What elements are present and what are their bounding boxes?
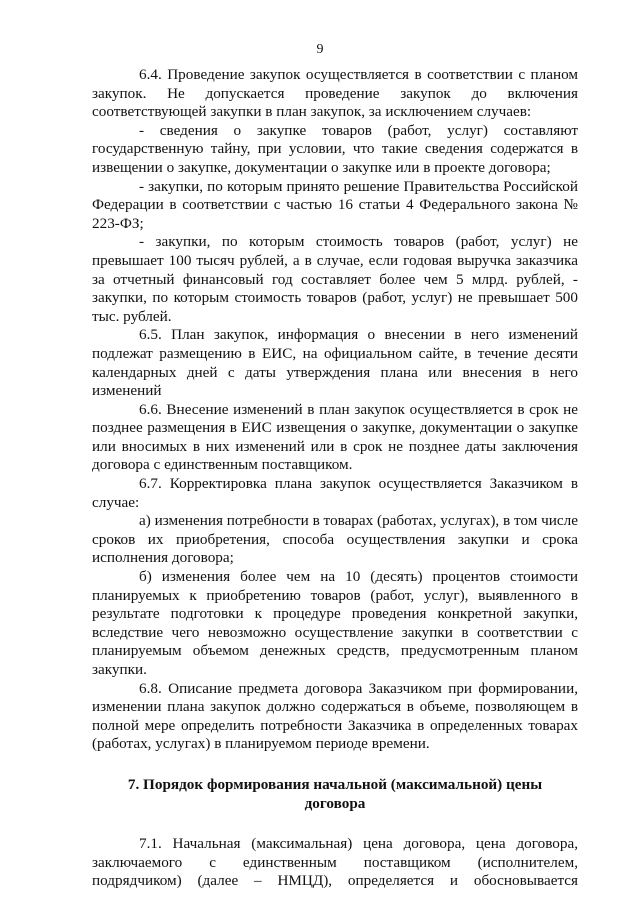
list-item-government-decision: - закупки, по которым принято решение Правительства Российской Федерации в соответствии с частью 16 статьи 4 Федерального закона № 223-ФЗ; <box>92 177 578 232</box>
paragraph-6-7: 6.7. Корректировка плана закупок осуществляется Заказчиком в случае: <box>92 475 578 511</box>
list-item-cost-threshold: - закупки, по которым стоимость товаров (работ, услуг) не превышает 100 тысяч рублей, а в случае, если годовая выручка заказчика за отчетный финансовый год составляет более чем 5 млрд. рублей, - закупки, по которым стоимость товаров (работ, услуг) не превышает 500 тыс. рублей. <box>92 233 578 325</box>
page-number: 9 <box>316 42 324 57</box>
paragraph-6-8: 6.8. Описание предмета договора Заказчиком при формировании, изменении плана закупок должно содержаться в объеме, позволяющем в полной мере определить потребности Заказчика в определенных товарах (работах, услугах) в планируемом периоде времени. <box>92 679 578 753</box>
list-item-state-secret: - сведения о закупке товаров (работ, услуг) составляют государственную тайну, при условии, что такие сведения содержатся в извещении о закупке, документации о закупке или в проекте договора; <box>92 121 578 176</box>
paragraph-6-5: 6.5. План закупок, информация о внесении в него изменений подлежат размещению в ЕИС, на официальном сайте, в течение десяти календарных дней с даты утверждения плана или внесения в него изменений <box>92 326 578 400</box>
paragraph-6-6: 6.6. Внесение изменений в план закупок осуществляется в срок не позднее размещения в ЕИС извещения о закупке, документации о закупке или вносимых в них изменений или в срок не позднее даты заключения договора с единственным поставщиком. <box>92 400 578 474</box>
paragraph-6-4: 6.4. Проведение закупок осуществляется в соответствии с планом закупок. Не допускается проведение закупок до включения соответствующей закупки в план закупок, за исключением случаев: <box>92 66 578 121</box>
section-heading: 7. Порядок формирования начальной (максимальной) цены договора <box>127 775 543 812</box>
document-body <box>92 66 578 891</box>
list-item-b: б) изменения более чем на 10 (десять) процентов стоимости планируемых к приобретению товаров (работ, услуг), выявленного в результате подготовки к процедуре проведения конкретной закупки, вследствие чего невозможно осуществление закупки в соответствии с планируемым объемом денежных средств, предусмотренным планом закупки. <box>92 568 578 678</box>
list-item-a: а) изменения потребности в товарах (работах, услугах), в том числе сроков их приобретения, способа осуществления закупки и срока исполнения договора; <box>92 512 578 567</box>
paragraph-7-1: 7.1. Начальная (максимальная) цена договора, цена договора, заключаемого с единственным поставщиком (исполнителем, подрядчиком) (далее – НМЦД), определяется и обосновывается <box>92 835 578 890</box>
